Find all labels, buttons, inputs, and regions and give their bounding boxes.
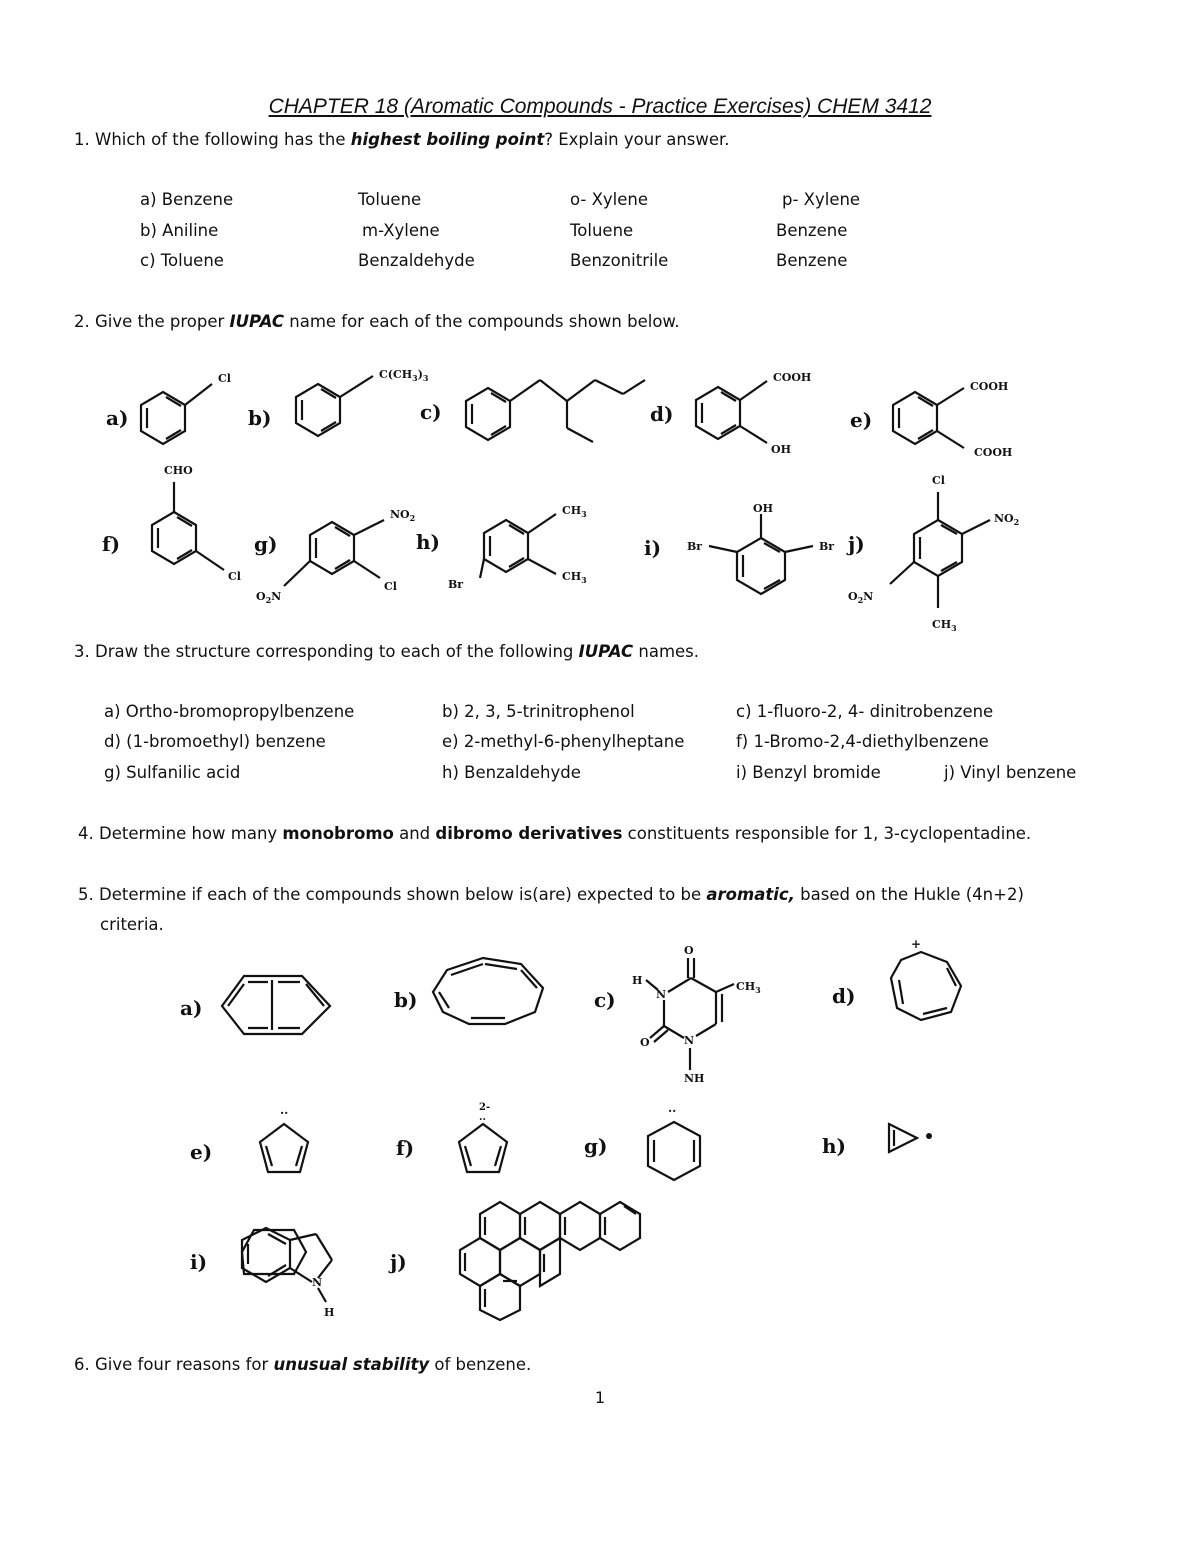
q3-option: j) Vinyl benzene xyxy=(944,763,1077,782)
q5-label-g: g) xyxy=(584,1134,608,1158)
atom-label: N xyxy=(312,1276,323,1289)
q3-option: f) 1-Bromo-2,4-diethylbenzene xyxy=(736,732,989,751)
q5-label-h: h) xyxy=(822,1134,847,1158)
structure-chloro-methyl-dinitrobenzene xyxy=(848,470,1028,635)
question-text: Determine if each of the compounds shown below is(are) expected to be xyxy=(93,885,707,904)
substituent-label: Cl xyxy=(218,372,231,385)
svg-text:O2N xyxy=(848,590,873,605)
atom-label: N xyxy=(684,1034,695,1047)
svg-text:NO2 xyxy=(390,508,415,523)
question-text: ? Explain your answer. xyxy=(544,130,730,149)
q3-option: h) Benzaldehyde xyxy=(442,763,581,782)
question-number: 2. xyxy=(74,312,90,331)
lone-pair-label: .. xyxy=(668,1101,677,1115)
subscript: 3 xyxy=(422,373,429,383)
structure-tropylium xyxy=(885,932,970,1027)
structure-salicylic-acid xyxy=(685,365,825,465)
substituent-label: OH xyxy=(753,502,773,515)
structure-cyclopentadienyl-anion xyxy=(250,1100,320,1180)
q5-label-d: d) xyxy=(832,984,856,1008)
structure-thymine xyxy=(628,938,778,1088)
q3-option: a) Ortho-bromopropylbenzene xyxy=(104,702,355,721)
q5-label-e: e) xyxy=(190,1140,213,1164)
question-text: name for each of the compounds shown below. xyxy=(284,312,680,331)
lone-pair-label: .. xyxy=(280,1103,289,1117)
svg-text:CH3 xyxy=(932,618,957,633)
q2-label-j: j) xyxy=(848,532,865,556)
q3-option: b) 2, 3, 5-trinitrophenol xyxy=(442,702,635,721)
atom-label: H xyxy=(632,974,643,987)
q5-label-i: i) xyxy=(190,1250,208,1274)
structure-chlorobenzene xyxy=(130,370,230,470)
atom-label: O xyxy=(640,1036,650,1049)
atom-label: NH xyxy=(684,1072,705,1085)
charge-label: + xyxy=(911,937,922,951)
atom-label: O xyxy=(684,944,694,957)
substituent-label: Cl xyxy=(228,570,241,583)
structure-cyclopropenyl-radical xyxy=(885,1120,945,1160)
structure-cyclodecapentaene-ring xyxy=(425,952,550,1032)
q1-option: Toluene xyxy=(570,221,634,240)
svg-text:CH3 xyxy=(736,980,761,995)
subscript: 2 xyxy=(1013,517,1020,527)
substituent-label: COOH xyxy=(773,371,812,384)
question-text: Which of the following has the xyxy=(95,130,351,149)
q3-option: e) 2-methyl-6-phenylheptane xyxy=(442,732,685,751)
question-number: 1. xyxy=(74,130,90,149)
structure-chloro-dinitrobenzene xyxy=(254,500,424,610)
subscript: 2 xyxy=(857,595,864,605)
question-emphasis: dibromo derivatives xyxy=(435,824,623,843)
q5-label-j: j) xyxy=(390,1250,407,1274)
q1-option: o- Xylene xyxy=(570,190,649,209)
subscript: 3 xyxy=(581,575,587,585)
q2-label-c: c) xyxy=(420,400,442,424)
atom-label: N xyxy=(656,988,667,1001)
structure-indoline xyxy=(236,1222,356,1322)
question-text: and xyxy=(393,824,436,843)
substituent-label: COOH xyxy=(974,446,1013,459)
svg-text:CH3 xyxy=(562,570,587,585)
substituent-label: Br xyxy=(819,540,835,553)
atom-label: CH xyxy=(736,980,756,993)
q1-option: c) Toluene xyxy=(140,251,224,270)
substituent-label: CH xyxy=(932,618,952,631)
question-text: Give the proper xyxy=(95,312,230,331)
question-text: Give four reasons for xyxy=(89,1355,274,1374)
question-text: based on the Hukle (4n+2) xyxy=(794,885,1024,904)
question-emphasis: IUPAC xyxy=(578,642,634,661)
q2-label-d: d) xyxy=(650,402,674,426)
substituent-label: Br xyxy=(448,578,464,591)
lone-pair-label: .. xyxy=(479,1112,486,1123)
question-6 xyxy=(74,1355,531,1374)
atom-label: H xyxy=(324,1306,335,1319)
q5-label-f: f) xyxy=(396,1136,415,1160)
structure-bromo-xylene xyxy=(440,498,600,598)
question-1 xyxy=(74,130,730,149)
q1-option: a) Benzene xyxy=(140,190,234,209)
q1-option: Benzene xyxy=(776,251,848,270)
structure-3-phenylpentane xyxy=(455,370,655,470)
structure-tert-butylbenzene xyxy=(285,362,435,462)
substituent-label: N xyxy=(271,590,282,603)
question-text: constituents responsible for 1, 3-cyclopentadine. xyxy=(622,824,1032,843)
q5-label-c: c) xyxy=(594,988,616,1012)
question-emphasis: aromatic, xyxy=(706,885,795,904)
structure-phthalic-acid xyxy=(882,370,1032,470)
substituent-label: CH xyxy=(562,570,582,583)
q1-option: m-Xylene xyxy=(362,221,440,240)
svg-text:NO2 xyxy=(994,512,1019,527)
q2-label-e: e) xyxy=(850,408,873,432)
q1-option: Benzonitrile xyxy=(570,251,669,270)
svg-text:CH3 xyxy=(562,504,587,519)
substituent-label: CHO xyxy=(164,464,193,477)
q1-option: b) Aniline xyxy=(140,221,219,240)
question-3 xyxy=(74,642,699,661)
question-emphasis: IUPAC xyxy=(229,312,284,331)
subscript: 2 xyxy=(265,595,272,605)
question-emphasis: unusual stability xyxy=(273,1355,430,1374)
q2-label-f: f) xyxy=(102,532,121,556)
substituent-label: NO xyxy=(390,508,410,521)
q2-label-h: h) xyxy=(416,530,441,554)
subscript: 3 xyxy=(581,509,587,519)
q2-label-i: i) xyxy=(644,536,662,560)
subscript: 3 xyxy=(951,623,957,633)
question-number: 5. xyxy=(78,885,94,904)
charge-label: 2- xyxy=(479,1102,491,1113)
question-emphasis: highest boiling point xyxy=(350,130,545,149)
structure-cyclodecapentaene xyxy=(218,972,338,1040)
substituent-label: O xyxy=(848,590,858,603)
svg-text:C(CH3)3 xyxy=(379,368,429,383)
substituent-label: Cl xyxy=(932,474,945,487)
q3-option: i) Benzyl bromide xyxy=(736,763,881,782)
q3-option: d) (1-bromoethyl) benzene xyxy=(104,732,326,751)
substituent-label: C(CH xyxy=(379,368,413,381)
q5-label-b: b) xyxy=(394,988,418,1012)
page-number: 1 xyxy=(594,1388,606,1407)
substituent-label: COOH xyxy=(970,380,1009,393)
question-2 xyxy=(74,312,680,331)
question-text: Draw the structure corresponding to each of the following xyxy=(95,642,579,661)
q5-label-a: a) xyxy=(180,996,203,1020)
substituent-label: Cl xyxy=(384,580,397,593)
substituent-label: Br xyxy=(687,540,703,553)
substituent-label: NO xyxy=(994,512,1014,525)
page-title: CHAPTER 18 (Aromatic Compounds - Practice Exercises) CHEM 3412 xyxy=(268,95,932,118)
question-text: of benzene. xyxy=(429,1355,532,1374)
svg-text:O2N xyxy=(256,590,281,605)
structure-cyclohexadienyl xyxy=(640,1096,710,1191)
substituent-label: OH xyxy=(771,443,791,456)
substituent-label: ) xyxy=(417,368,423,381)
question-number: 6. xyxy=(74,1355,90,1374)
q1-option: p- Xylene xyxy=(782,190,861,209)
structure-cyclopentadienyl-dianion xyxy=(445,1098,515,1178)
q2-label-b: b) xyxy=(248,406,272,430)
q1-option: Benzaldehyde xyxy=(358,251,475,270)
q1-option: Benzene xyxy=(776,221,848,240)
question-number: 4. xyxy=(78,824,94,843)
subscript: 2 xyxy=(409,513,416,523)
substituent-label: O xyxy=(256,590,266,603)
q2-label-g: g) xyxy=(254,532,278,556)
question-text: Determine how many xyxy=(93,824,283,843)
q1-option: Toluene xyxy=(358,190,422,209)
question-emphasis: monobromo xyxy=(282,824,394,843)
structure-dibromophenol xyxy=(685,498,845,613)
question-5-continued: criteria. xyxy=(100,915,164,934)
subscript: 3 xyxy=(755,985,761,995)
subscript: 3 xyxy=(412,373,418,383)
question-5 xyxy=(78,885,1024,904)
question-4 xyxy=(78,824,1031,843)
substituent-label: CH xyxy=(562,504,582,517)
question-number: 3. xyxy=(74,642,90,661)
q3-option: g) Sulfanilic acid xyxy=(104,763,241,782)
q3-option: c) 1-fluoro-2, 4- dinitrobenzene xyxy=(736,702,994,721)
question-text: names. xyxy=(633,642,700,661)
structure-3-chlorobenzaldehyde xyxy=(138,460,248,590)
substituent-label: N xyxy=(863,590,874,603)
q2-label-a: a) xyxy=(106,406,129,430)
structure-polycyclic-aromatic xyxy=(452,1192,647,1322)
